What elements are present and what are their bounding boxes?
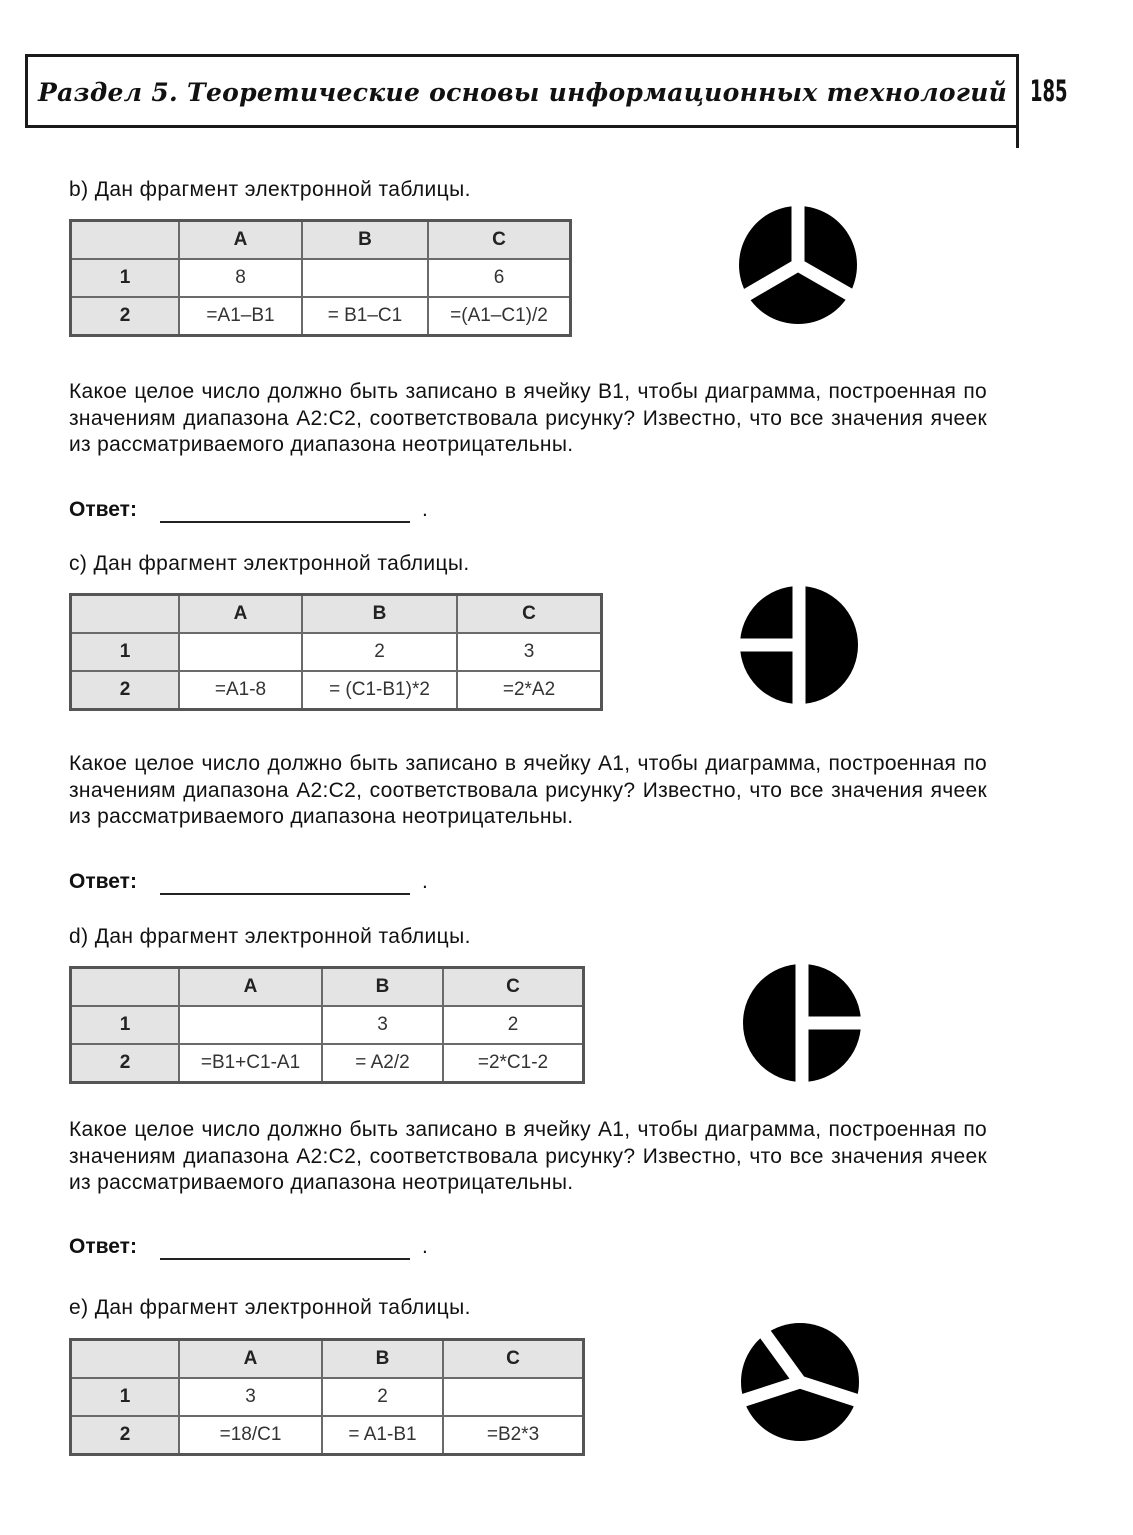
pie-slice: [802, 964, 861, 1023]
cell-c2: =B2*3: [443, 1416, 584, 1455]
pie-chart-e: [738, 1320, 862, 1444]
answer-label: Ответ:: [69, 498, 137, 521]
cell-c2: =2*A2: [457, 671, 602, 710]
corner-cell: [71, 968, 180, 1007]
row-header-1: 1: [71, 259, 180, 297]
pie-slice: [740, 645, 799, 704]
corner-cell: [71, 1340, 180, 1379]
col-header-c: C: [428, 221, 571, 260]
cell-a1: 8: [179, 259, 302, 297]
cell-a1: [179, 1006, 322, 1044]
answer-label: Ответ:: [69, 1235, 137, 1258]
cell-a2: =A1-8: [179, 671, 302, 710]
corner-cell: [71, 221, 180, 260]
row-header-1: 1: [71, 1378, 180, 1416]
page-title: Раздел 5. Теоретические основы информационных технологий: [38, 78, 1008, 107]
col-header-b: B: [302, 221, 428, 260]
spreadsheet-table: [69, 593, 603, 711]
cell-b2: = B1–C1: [302, 297, 428, 336]
answer-period: .: [422, 1235, 428, 1258]
pie-slice: [802, 1023, 861, 1082]
cell-a2: =A1–B1: [179, 297, 302, 336]
col-header-a: A: [179, 1340, 322, 1379]
answer-field[interactable]: [160, 521, 410, 523]
cell-c2: =2*C1-2: [443, 1044, 584, 1083]
answer-label: Ответ:: [69, 870, 137, 893]
col-header-a: A: [179, 968, 322, 1007]
cell-b2: = (C1-B1)*2: [302, 671, 457, 710]
task-heading: d) Дан фрагмент электронной таблицы.: [69, 925, 471, 948]
cell-c1: 6: [428, 259, 571, 297]
spreadsheet-table: [69, 1338, 585, 1456]
pie-chart-d: [740, 961, 864, 1085]
row-header-2: 2: [71, 297, 180, 336]
pie-chart-c: [737, 583, 861, 707]
answer-period: .: [422, 498, 428, 521]
col-header-c: C: [457, 595, 602, 634]
header-rule: [1016, 54, 1019, 148]
col-header-c: C: [443, 1340, 584, 1379]
col-header-b: B: [302, 595, 457, 634]
answer-field[interactable]: [160, 893, 410, 895]
cell-b1: 2: [302, 633, 457, 671]
cell-c1: 3: [457, 633, 602, 671]
cell-b2: = A1-B1: [322, 1416, 443, 1455]
cell-b1: 2: [322, 1378, 443, 1416]
answer-field[interactable]: [160, 1258, 410, 1260]
row-header-2: 2: [71, 1044, 180, 1083]
pie-slice: [740, 586, 799, 645]
task-heading: e) Дан фрагмент электронной таблицы.: [69, 1296, 471, 1319]
cell-b1: 3: [322, 1006, 443, 1044]
spreadsheet-table: [69, 966, 585, 1084]
question-text: Какое целое число должно быть записано в ячейку A1, чтобы диаграмма, построенная по значениям диапазона A2:C2, соответствовала рисунку? Известно, что все значения ячеек из рассматриваемого диапазона неотрицательны.: [69, 752, 987, 828]
cell-a1: [179, 633, 302, 671]
col-header-a: A: [179, 595, 302, 634]
row-header-1: 1: [71, 1006, 180, 1044]
cell-b2: = A2/2: [322, 1044, 443, 1083]
task-heading: b) Дан фрагмент электронной таблицы.: [69, 178, 471, 201]
pie-chart-b: [736, 203, 860, 327]
cell-c2: =(A1–C1)/2: [428, 297, 571, 336]
question-text: Какое целое число должно быть записано в ячейку A1, чтобы диаграмма, построенная по значениям диапазона A2:C2, соответствовала рисунку? Известно, что все значения ячеек из рассматриваемого диапазона неотрицательны.: [69, 1118, 987, 1194]
cell-b1: [302, 259, 428, 297]
cell-c1: 2: [443, 1006, 584, 1044]
cell-a2: =B1+C1-A1: [179, 1044, 322, 1083]
row-header-1: 1: [71, 633, 180, 671]
cell-a1: 3: [179, 1378, 322, 1416]
col-header-b: B: [322, 1340, 443, 1379]
cell-a2: =18/C1: [179, 1416, 322, 1455]
row-header-2: 2: [71, 671, 180, 710]
cell-c1: [443, 1378, 584, 1416]
answer-period: .: [422, 870, 428, 893]
spreadsheet-table: [69, 219, 572, 337]
pie-slice: [799, 586, 858, 704]
col-header-c: C: [443, 968, 584, 1007]
pie-slice: [743, 964, 802, 1082]
task-heading: c) Дан фрагмент электронной таблицы.: [69, 552, 470, 575]
row-header-2: 2: [71, 1416, 180, 1455]
question-text: Какое целое число должно быть записано в ячейку B1, чтобы диаграмма, построенная по значениям диапазона A2:C2, соответствовала рисунку? Известно, что все значения ячеек из рассматриваемого диапазона неотрицательны.: [69, 380, 987, 456]
col-header-b: B: [322, 968, 443, 1007]
col-header-a: A: [179, 221, 302, 260]
page-number: 185: [1030, 74, 1068, 108]
corner-cell: [71, 595, 180, 634]
